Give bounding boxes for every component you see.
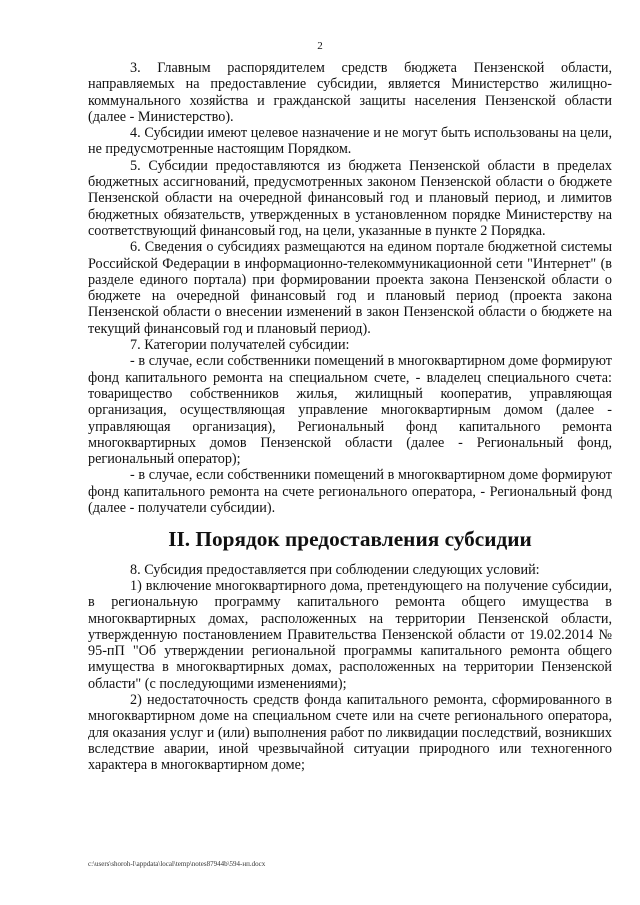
paragraph-7-item-2: - в случае, если собственники помещений в многоквартирном доме формируют фонд капитального ремонта на счете регионального оператора, - Региональный фонд (далее - получатели субсидии). bbox=[88, 467, 612, 517]
paragraph-8-condition-2: 2) недостаточность средств фонда капитального ремонта, сформированного в многоквартирном доме на специальном счете или на счете регионального оператора, для оказания услуг и (или) выполнения работ по ликвидации последствий, возникших вследствие аварии, иной чрезвычайной ситуации природного или техногенного характера в многоквартирном доме; bbox=[88, 691, 612, 774]
paragraph-7-item-1: - в случае, если собственники помещений в многоквартирном доме формируют фонд капитального ремонта на специальном счете, - владелец специального счета: товарищество собственников жилья, жилищный кооператив, управляющая организация, осуществляющая управление многоквартирным домом (далее - управляющая организация), Региональный фонд капитального ремонта многоквартирных домов Пензенской области (далее - Региональный фонд, региональный оператор); bbox=[88, 353, 612, 468]
section-heading: II. Порядок предоставления субсидии bbox=[168, 527, 532, 552]
paragraph-3: 3. Главным распорядителем средств бюджета Пензенской области, направляемых на предоставление субсидии, является Министерство жилищно-коммунального хозяйства и гражданской защиты населения Пензенской области (далее - Министерство). bbox=[88, 60, 612, 125]
paragraph-5: 5. Субсидии предоставляются из бюджета Пензенской области в пределах бюджетных ассигнований, предусмотренных законом Пензенской области о бюджете Пензенской области на очередной финансовый год и плановый период, и лимитов бюджетных обязательств, утвержденных в установленном порядке Министерству на соответствующий финансовый год, на цели, указанные в пункте 2 Порядка. bbox=[88, 157, 612, 239]
paragraph-8-condition-1: 1) включение многоквартирного дома, претендующего на получение субсидии, в региональную программу капитального ремонта общего имущества в многоквартирных домах, расположенных на территории Пензенской области, утвержденную постановлением Правительства Пензенской области от 19.02.2014 № 95-пП "Об утверждении региональной программы капитального ремонта общего имущества в многоквартирных домах, расположенных на территории Пензенской области" (с последующими изменениями); bbox=[88, 577, 612, 692]
page-number: 2 bbox=[317, 40, 323, 52]
paragraph-8: 8. Субсидия предоставляется при соблюдении следующих условий: bbox=[130, 561, 540, 578]
footer-file-path: c:\users\shoroh-l\appdata\local\temp\notes87944b\594-нп.docx bbox=[88, 860, 266, 868]
paragraph-6: 6. Сведения о субсидиях размещаются на едином портале бюджетной системы Российской Федерации в информационно-телекоммуникационной сети "Интернет" (в разделе единого портала) при формировании проекта закона Пензенской области о бюджете на очередной финансовый год и плановый период (проекта закона Пензенской области о внесении изменений в закон Пензенской области о бюджете на текущий финансовый год и плановый период). bbox=[88, 239, 612, 337]
document-body bbox=[88, 60, 612, 773]
paragraph-7: 7. Категории получателей субсидии: bbox=[130, 337, 350, 354]
paragraph-4: 4. Субсидии имеют целевое назначение и не могут быть использованы на цели, не предусмотренные настоящим Порядком. bbox=[88, 125, 612, 158]
